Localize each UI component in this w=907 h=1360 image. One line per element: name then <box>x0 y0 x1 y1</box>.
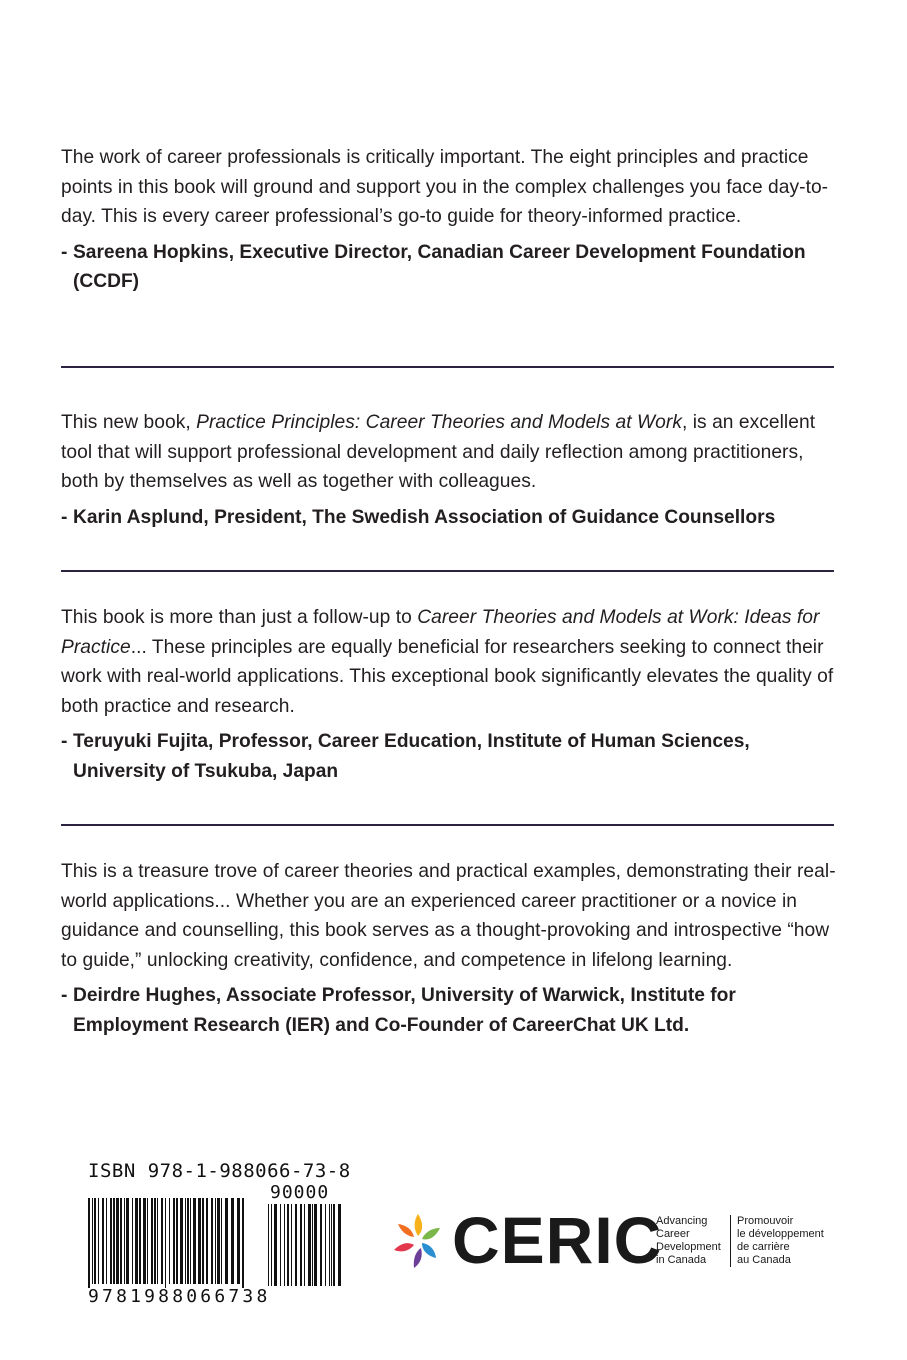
barcode-bar <box>268 1204 269 1286</box>
barcode-bar <box>169 1198 170 1284</box>
divider-rule <box>61 366 834 368</box>
barcode-bar <box>143 1198 146 1284</box>
endorsement-quote <box>61 857 846 975</box>
ceric-star-icon <box>390 1210 446 1272</box>
barcode-bar <box>102 1198 104 1284</box>
endorsement-attribution <box>61 727 846 786</box>
attribution-dash: - <box>61 241 68 263</box>
quote-text: ... These principles are equally beneficial for researchers seeking to connect their work with real-world applications. This exceptional book significantly elevates the quality of both practice and research. <box>61 636 834 717</box>
barcode-bar <box>231 1198 234 1284</box>
barcode-bar <box>312 1204 313 1286</box>
barcode-bar <box>202 1198 204 1284</box>
barcode-bar <box>126 1198 129 1284</box>
barcode-bar <box>206 1198 208 1284</box>
barcode-bar <box>132 1198 133 1284</box>
tagline-line: in Canada <box>656 1254 707 1266</box>
barcode-bar <box>198 1198 201 1284</box>
barcode-bar <box>333 1204 335 1286</box>
endorsement-1 <box>61 143 846 297</box>
tagline-line: le développement <box>737 1228 824 1240</box>
barcode-bar <box>320 1204 322 1286</box>
barcode-bar <box>237 1198 240 1284</box>
barcode-bar <box>215 1198 216 1284</box>
endorsement-attribution <box>61 238 846 297</box>
attribution-text: Deirdre Hughes, Associate Professor, University of Warwick, Institute for Employment Research (IER) and Co-Founder of CareerChat UK Ltd. <box>73 985 736 1036</box>
quote-text: This new book, <box>61 412 197 433</box>
attribution-text: Teruyuki Fujita, Professor, Career Education, Institute of Human Sciences, University of Tsukuba, Japan <box>73 731 750 782</box>
quote-text: This is a treasure trove of career theories and practical examples, demonstrating their real-world applications... Whether you are an experienced career practitioner or a novice in guidance and counselling, this book serves as a thought-provoking and introspective “how to guide,” unlocking creativity, confidence, and competence in lifelong learning. <box>61 861 836 971</box>
barcode-bar <box>187 1198 189 1284</box>
barcode-bar <box>280 1204 281 1286</box>
barcode-bar <box>271 1204 272 1286</box>
attribution-text: Karin Asplund, President, The Swedish Association of Guidance Counsellors <box>73 506 776 528</box>
barcode-bar <box>274 1204 277 1286</box>
barcode-bar <box>291 1204 292 1286</box>
ean-digits: 9781988066738 <box>88 1286 271 1307</box>
barcode-bar <box>139 1198 141 1284</box>
barcode-bar <box>300 1204 302 1286</box>
barcode-bar <box>98 1198 99 1284</box>
tagline-line: au Canada <box>737 1254 791 1266</box>
isbn-label: ISBN 978-1-988066-73-8 <box>88 1160 351 1182</box>
quote-text: This book is more than just a follow-up to <box>61 607 418 628</box>
endorsement-attribution <box>61 503 846 533</box>
barcode-bar <box>211 1198 213 1284</box>
barcode-bar <box>180 1198 183 1284</box>
barcode-bar <box>92 1198 93 1284</box>
barcode-bar <box>185 1198 186 1284</box>
barcode-bar <box>329 1204 330 1286</box>
barcode-bar <box>193 1198 196 1284</box>
endorsement-quote <box>61 143 846 232</box>
tagline-english <box>656 1215 721 1267</box>
barcode-bar <box>173 1198 175 1284</box>
price-code: 90000 <box>270 1182 330 1203</box>
barcode-bar <box>284 1204 285 1286</box>
tagline-divider <box>730 1215 731 1267</box>
endorsement-attribution <box>61 981 846 1040</box>
barcode-bar <box>287 1204 289 1286</box>
divider-rule <box>61 570 834 572</box>
endorsement-2 <box>61 408 846 532</box>
barcode-bar <box>295 1204 297 1286</box>
barcode-bar <box>88 1198 90 1288</box>
barcode-bar <box>94 1198 96 1284</box>
endorsement-quote <box>61 408 846 497</box>
divider-rule <box>61 824 834 826</box>
endorsement-quote <box>61 603 846 721</box>
endorsement-4 <box>61 857 846 1040</box>
barcode-bar <box>190 1198 191 1284</box>
barcode-bar <box>106 1198 107 1284</box>
barcode-bar <box>116 1198 119 1284</box>
attribution-dash: - <box>61 731 68 752</box>
barcode-bar <box>113 1198 115 1284</box>
barcode-graphic <box>86 1198 346 1288</box>
tagline-line: Advancing <box>656 1215 708 1227</box>
tagline-french <box>737 1215 824 1267</box>
quote-text: , is an excellent tool that will support professional development and daily reflection among practitioners, both by themselves as well as together with colleagues. <box>61 412 816 492</box>
barcode-bar <box>124 1198 125 1284</box>
attribution-text: Sareena Hopkins, Executive Director, Canadian Career Development Foundation (CCDF) <box>73 241 806 292</box>
barcode-bar <box>151 1198 153 1284</box>
book-title-italic: Practice Principles: Career Theories and Models at Work <box>196 412 682 433</box>
barcode-bar <box>176 1198 178 1284</box>
barcode-bar <box>217 1198 220 1284</box>
barcode-bar <box>147 1198 148 1284</box>
barcode-bar <box>338 1204 341 1286</box>
tagline-line: de carrière <box>737 1241 790 1253</box>
barcode-bar <box>242 1198 244 1288</box>
barcode-bar <box>161 1198 163 1284</box>
barcode-bar <box>225 1198 228 1284</box>
barcode-bar <box>308 1204 311 1286</box>
tagline-line: Development <box>656 1241 721 1253</box>
quote-text: The work of career professionals is critically important. The eight principles and practice points in this book will ground and support you in the complex challenges you face day-to-day. This is every career professional’s go-to guide for theory-informed practice. <box>61 147 829 227</box>
barcode-bar <box>304 1204 305 1286</box>
attribution-dash: - <box>61 985 68 1006</box>
barcode-bar <box>120 1198 122 1284</box>
ceric-wordmark: CERIC <box>452 1203 663 1277</box>
barcode-bar <box>331 1204 332 1286</box>
book-title-italic: Career Theories and Models at Work: Ideas for Practice <box>61 607 820 658</box>
tagline-line: Promouvoir <box>737 1215 794 1227</box>
barcode-bar <box>221 1198 222 1284</box>
barcode-bar <box>135 1198 138 1284</box>
barcode-bar <box>325 1204 326 1286</box>
endorsement-3 <box>61 603 846 786</box>
barcode-bar <box>154 1198 156 1284</box>
barcode-bar <box>110 1198 112 1284</box>
attribution-dash: - <box>61 506 68 528</box>
tagline-line: Career <box>656 1228 690 1240</box>
barcode-bar <box>165 1198 166 1288</box>
barcode-bar <box>157 1198 158 1284</box>
barcode-bar <box>314 1204 317 1286</box>
